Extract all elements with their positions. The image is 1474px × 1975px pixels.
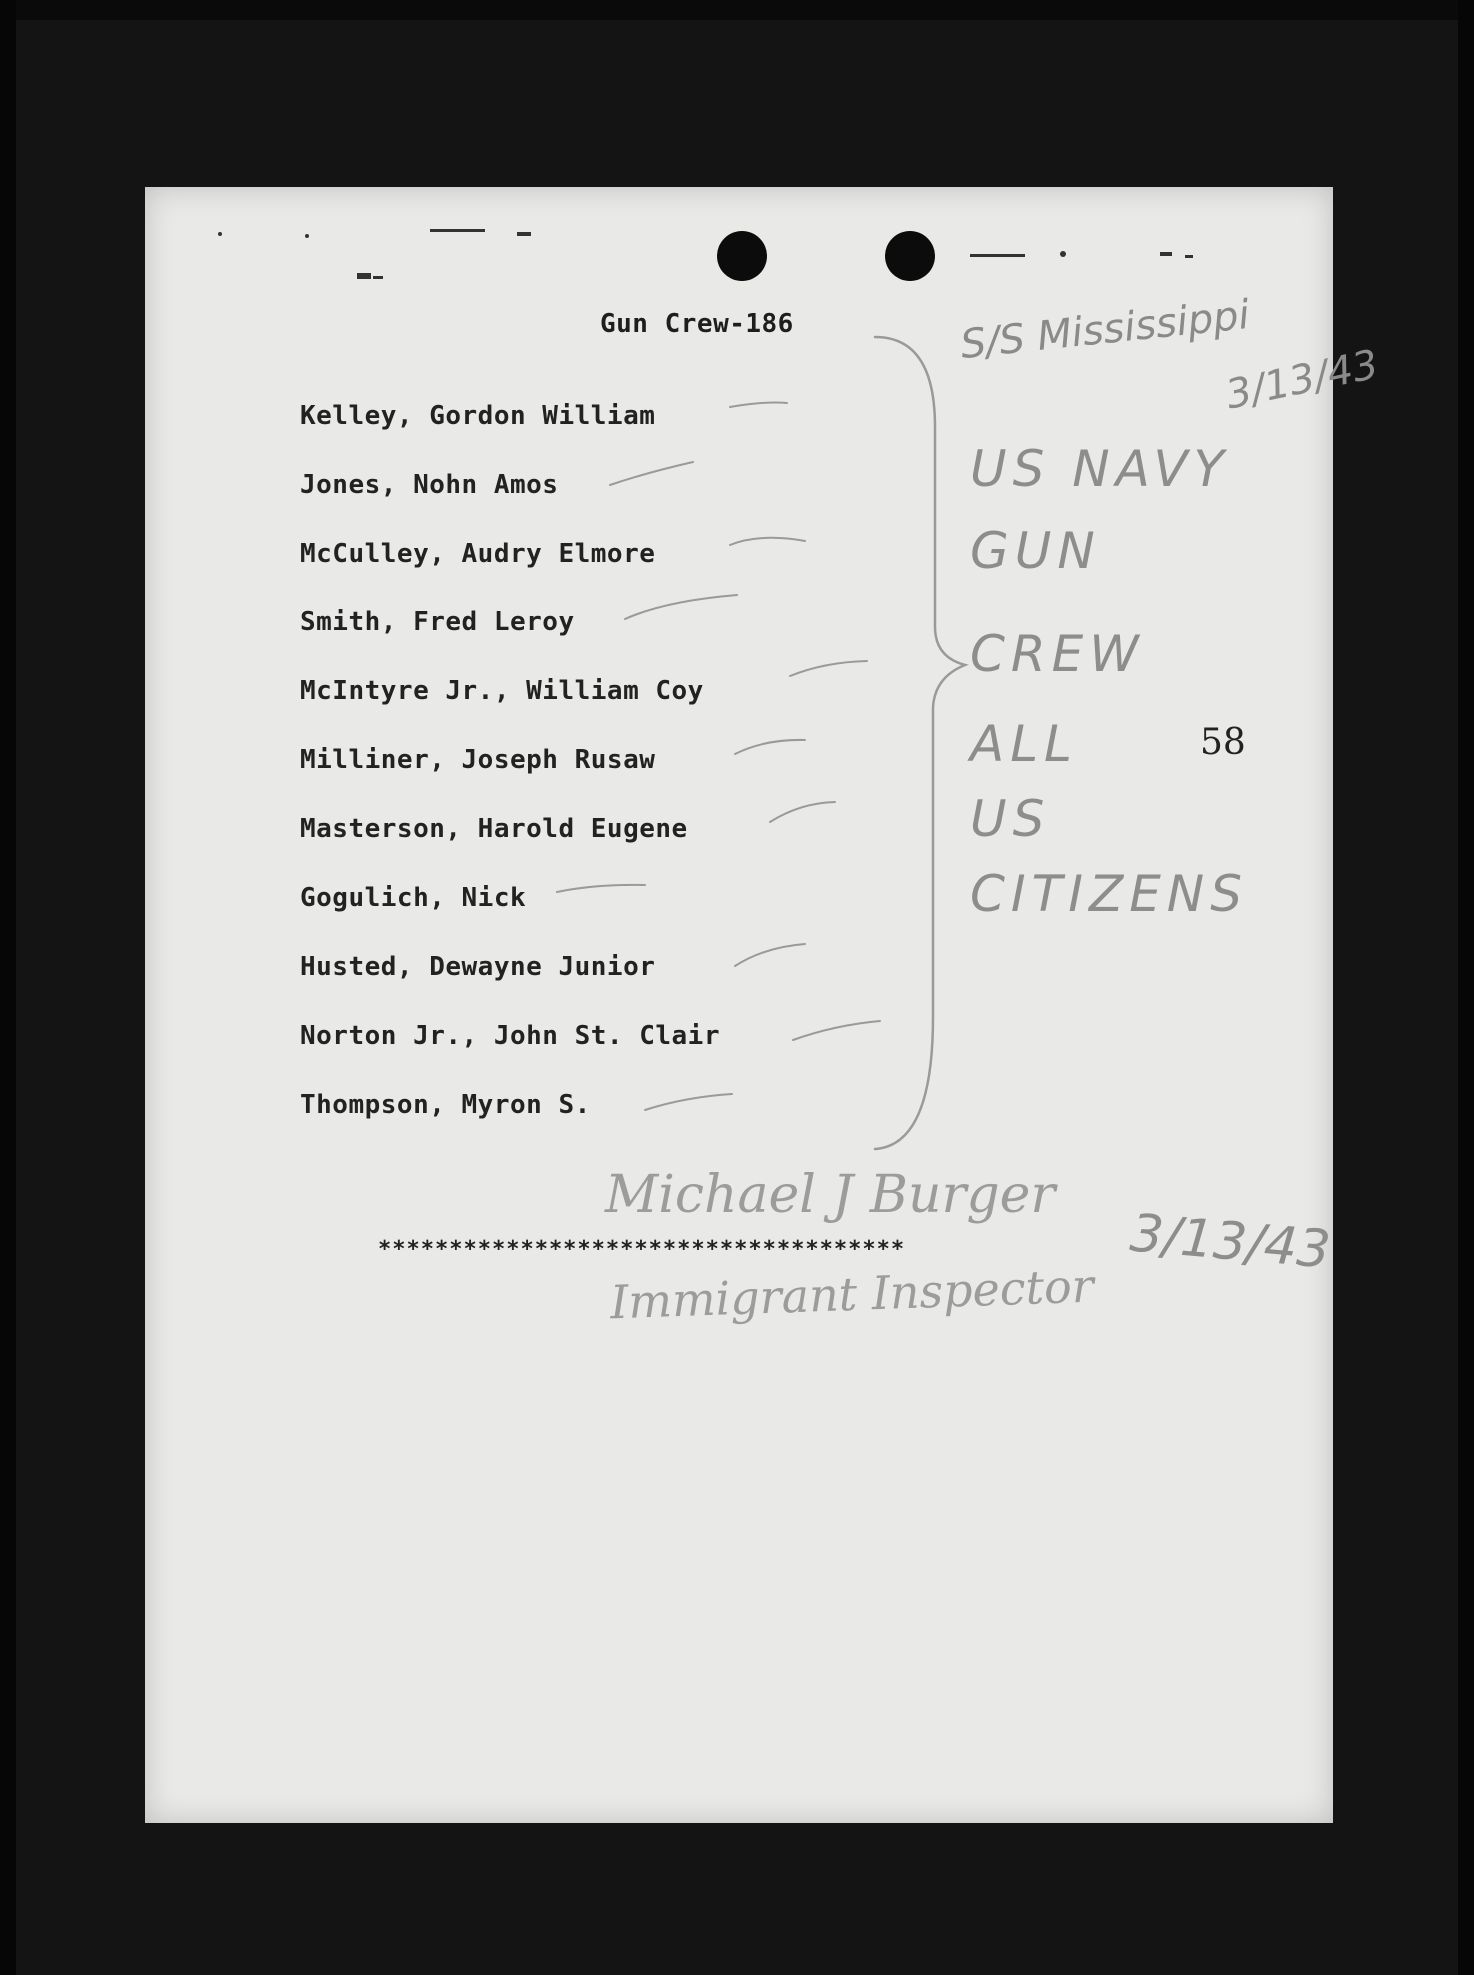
stray-marks	[218, 229, 1193, 279]
document-page	[145, 187, 1383, 1823]
separator-line: *************************************	[378, 1237, 906, 1262]
crew-row: McIntyre Jr., William Coy	[300, 676, 704, 706]
page-number: 58	[1200, 722, 1246, 763]
document-heading: Gun Crew-186	[600, 309, 794, 339]
margin-note-line: US NAVY	[970, 440, 1231, 498]
signature-date: 3/13/43	[1127, 1203, 1333, 1281]
scan-border-right	[1458, 0, 1474, 1975]
crew-row: Smith, Fred Leroy	[300, 607, 575, 637]
scan-border-left	[0, 0, 16, 1975]
crew-row: Masterson, Harold Eugene	[300, 814, 688, 844]
crew-row: Milliner, Joseph Rusaw	[300, 745, 656, 775]
signature: Michael J Burger	[605, 1165, 1056, 1225]
crew-row: Jones, Nohn Amos	[300, 470, 559, 500]
margin-note-line: CITIZENS	[970, 865, 1248, 923]
margin-note-line: CREW	[970, 625, 1145, 683]
crew-row: Husted, Dewayne Junior	[300, 952, 656, 982]
vessel-note: S/S Mississippi	[958, 291, 1252, 369]
crew-row: Norton Jr., John St. Clair	[300, 1021, 720, 1051]
crew-row: McCulley, Audry Elmore	[300, 539, 656, 569]
crew-row: Gogulich, Nick	[300, 883, 527, 913]
margin-note-line: GUN	[970, 522, 1101, 580]
pencil-brace	[875, 337, 965, 1149]
crew-row: Thompson, Myron S.	[300, 1090, 591, 1120]
crew-row: Kelley, Gordon William	[300, 401, 656, 431]
signer-title: Immigrant Inspector	[609, 1258, 1095, 1330]
vessel-date: 3/13/43	[1221, 341, 1383, 419]
margin-note-line: US	[970, 790, 1051, 848]
scan-border-top	[0, 0, 1474, 20]
margin-note-line: ALL	[970, 715, 1078, 773]
